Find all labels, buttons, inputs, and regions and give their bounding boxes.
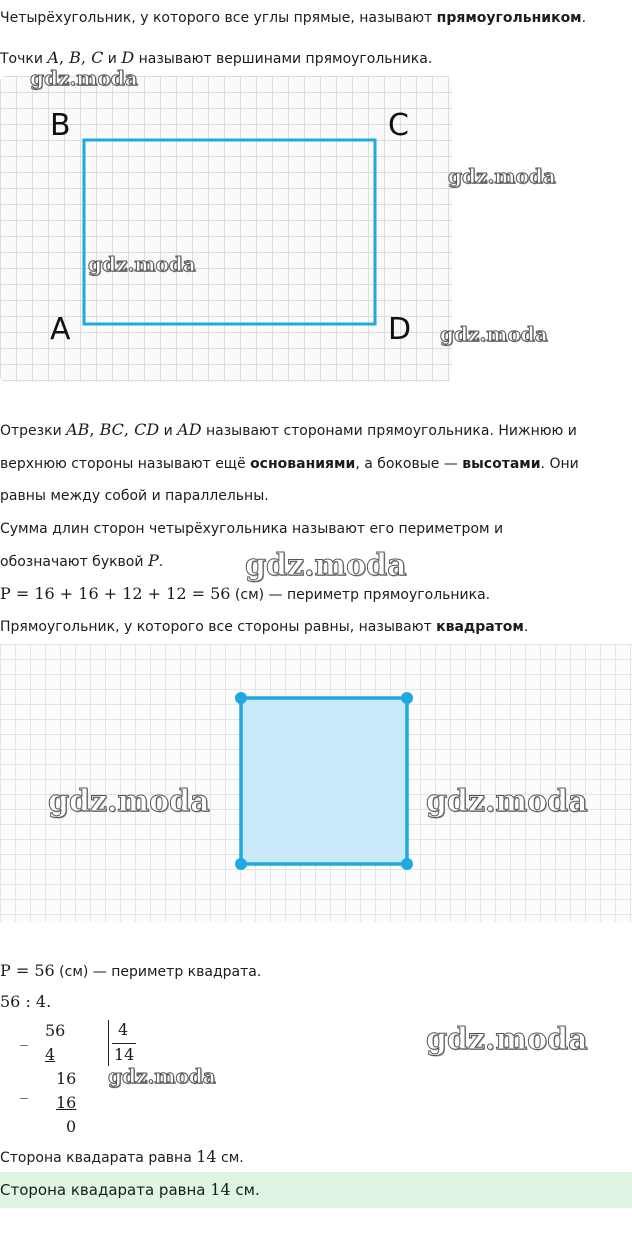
perimeter-definition-line1: Сумма длин сторон четырёхугольника называют его периметром и <box>0 521 504 537</box>
watermark: gdz.moda <box>108 1064 216 1088</box>
watermark: gdz.moda <box>48 784 210 819</box>
square-vertex-dot <box>401 692 413 704</box>
text-fragment: называют сторонами прямоугольника. Нижнюю и <box>201 423 577 439</box>
square-vertex-dot <box>235 692 247 704</box>
division-remainder-2: 0 <box>66 1117 77 1136</box>
term-rectangle: прямоугольником <box>436 10 582 26</box>
answer-value: 14 <box>210 1180 231 1199</box>
vertex-label-b: B <box>50 108 71 143</box>
math-formula: P = 56 <box>0 961 55 980</box>
math-var: P <box>147 551 159 570</box>
watermark: gdz.moda <box>448 164 556 188</box>
math-var: BC <box>99 420 124 439</box>
math-var: AD <box>177 420 202 439</box>
math-formula: P = 16 + 16 + 12 + 12 = 56 <box>0 584 231 603</box>
text-fragment: . <box>581 10 587 26</box>
text-fragment: верхнюю стороны называют ещё <box>0 456 251 472</box>
text-fragment: см. <box>230 1181 260 1199</box>
text-fragment: , <box>58 48 70 67</box>
vertex-label-a: A <box>50 312 71 347</box>
text-fragment: и <box>103 51 122 67</box>
division-remainder-1: 16 <box>56 1069 77 1088</box>
text-fragment: обозначают буквой <box>0 554 148 570</box>
square-vertex-dot <box>401 858 413 870</box>
division-subtrahend-1: 4 <box>45 1045 56 1064</box>
text-fragment: называют вершинами прямоугольника. <box>134 51 433 67</box>
text-fragment: . <box>158 554 164 570</box>
division-quotient-line <box>112 1043 136 1044</box>
math-var: D <box>121 48 135 67</box>
division-dividend: 56 <box>45 1021 66 1040</box>
division-bracket-line <box>108 1020 109 1066</box>
math-var: AB <box>66 420 90 439</box>
division-minus-2: _ <box>20 1080 28 1099</box>
text-fragment: Отрезки <box>0 423 67 439</box>
result-value: 14 <box>196 1147 217 1166</box>
text-fragment: , <box>123 420 135 439</box>
division-expression: 56 : 4. <box>0 992 52 1011</box>
division-divisor: 4 <box>118 1020 129 1039</box>
math-var: C <box>91 48 104 67</box>
text-fragment: и <box>159 423 178 439</box>
text-fragment: см. <box>216 1150 244 1166</box>
text-fragment: , <box>89 420 100 439</box>
term-square: квадратом <box>436 619 524 635</box>
text-fragment: Сторона квадарата равна <box>0 1150 197 1166</box>
watermark: gdz.moda <box>30 66 138 90</box>
division-subtrahend-2: 16 <box>56 1093 77 1112</box>
square-vertex-dot <box>235 858 247 870</box>
term-bases: основаниями <box>250 456 356 472</box>
watermark: gdz.moda <box>245 548 407 583</box>
text-fragment: (см) — периметр квадрата. <box>54 964 262 980</box>
text-fragment: , <box>80 48 92 67</box>
vertex-label-c: C <box>388 108 409 143</box>
text-fragment: Прямоугольник, у которого все стороны равны, называют <box>0 619 437 635</box>
sides-sentence-line3: равны между собой и параллельны. <box>0 488 269 504</box>
text-fragment: Точки <box>0 51 48 67</box>
watermark: gdz.moda <box>440 322 548 346</box>
watermark: gdz.moda <box>88 252 196 276</box>
math-var: B <box>69 48 81 67</box>
math-var: A <box>47 48 59 67</box>
watermark: gdz.moda <box>426 1022 588 1057</box>
result-sentence <box>0 1147 244 1168</box>
term-heights: высотами <box>462 456 541 472</box>
math-var: CD <box>134 420 160 439</box>
watermark: gdz.moda <box>426 784 588 819</box>
division-minus-1: _ <box>20 1027 28 1046</box>
text-fragment: , а боковые — <box>355 456 463 472</box>
text-fragment: (см) — периметр прямоугольника. <box>230 587 491 603</box>
perimeter-square-formula <box>0 961 261 982</box>
text-fragment: . Они <box>540 456 579 472</box>
text-fragment: . <box>523 619 529 635</box>
square-fill <box>241 698 407 864</box>
text-fragment: Четырёхугольник, у которого все углы прямые, называют <box>0 10 437 26</box>
division-quotient: 14 <box>114 1045 135 1064</box>
vertex-label-d: D <box>388 312 412 347</box>
answer-sentence <box>0 1180 260 1200</box>
text-fragment: Сторона квадарата равна <box>0 1181 211 1199</box>
